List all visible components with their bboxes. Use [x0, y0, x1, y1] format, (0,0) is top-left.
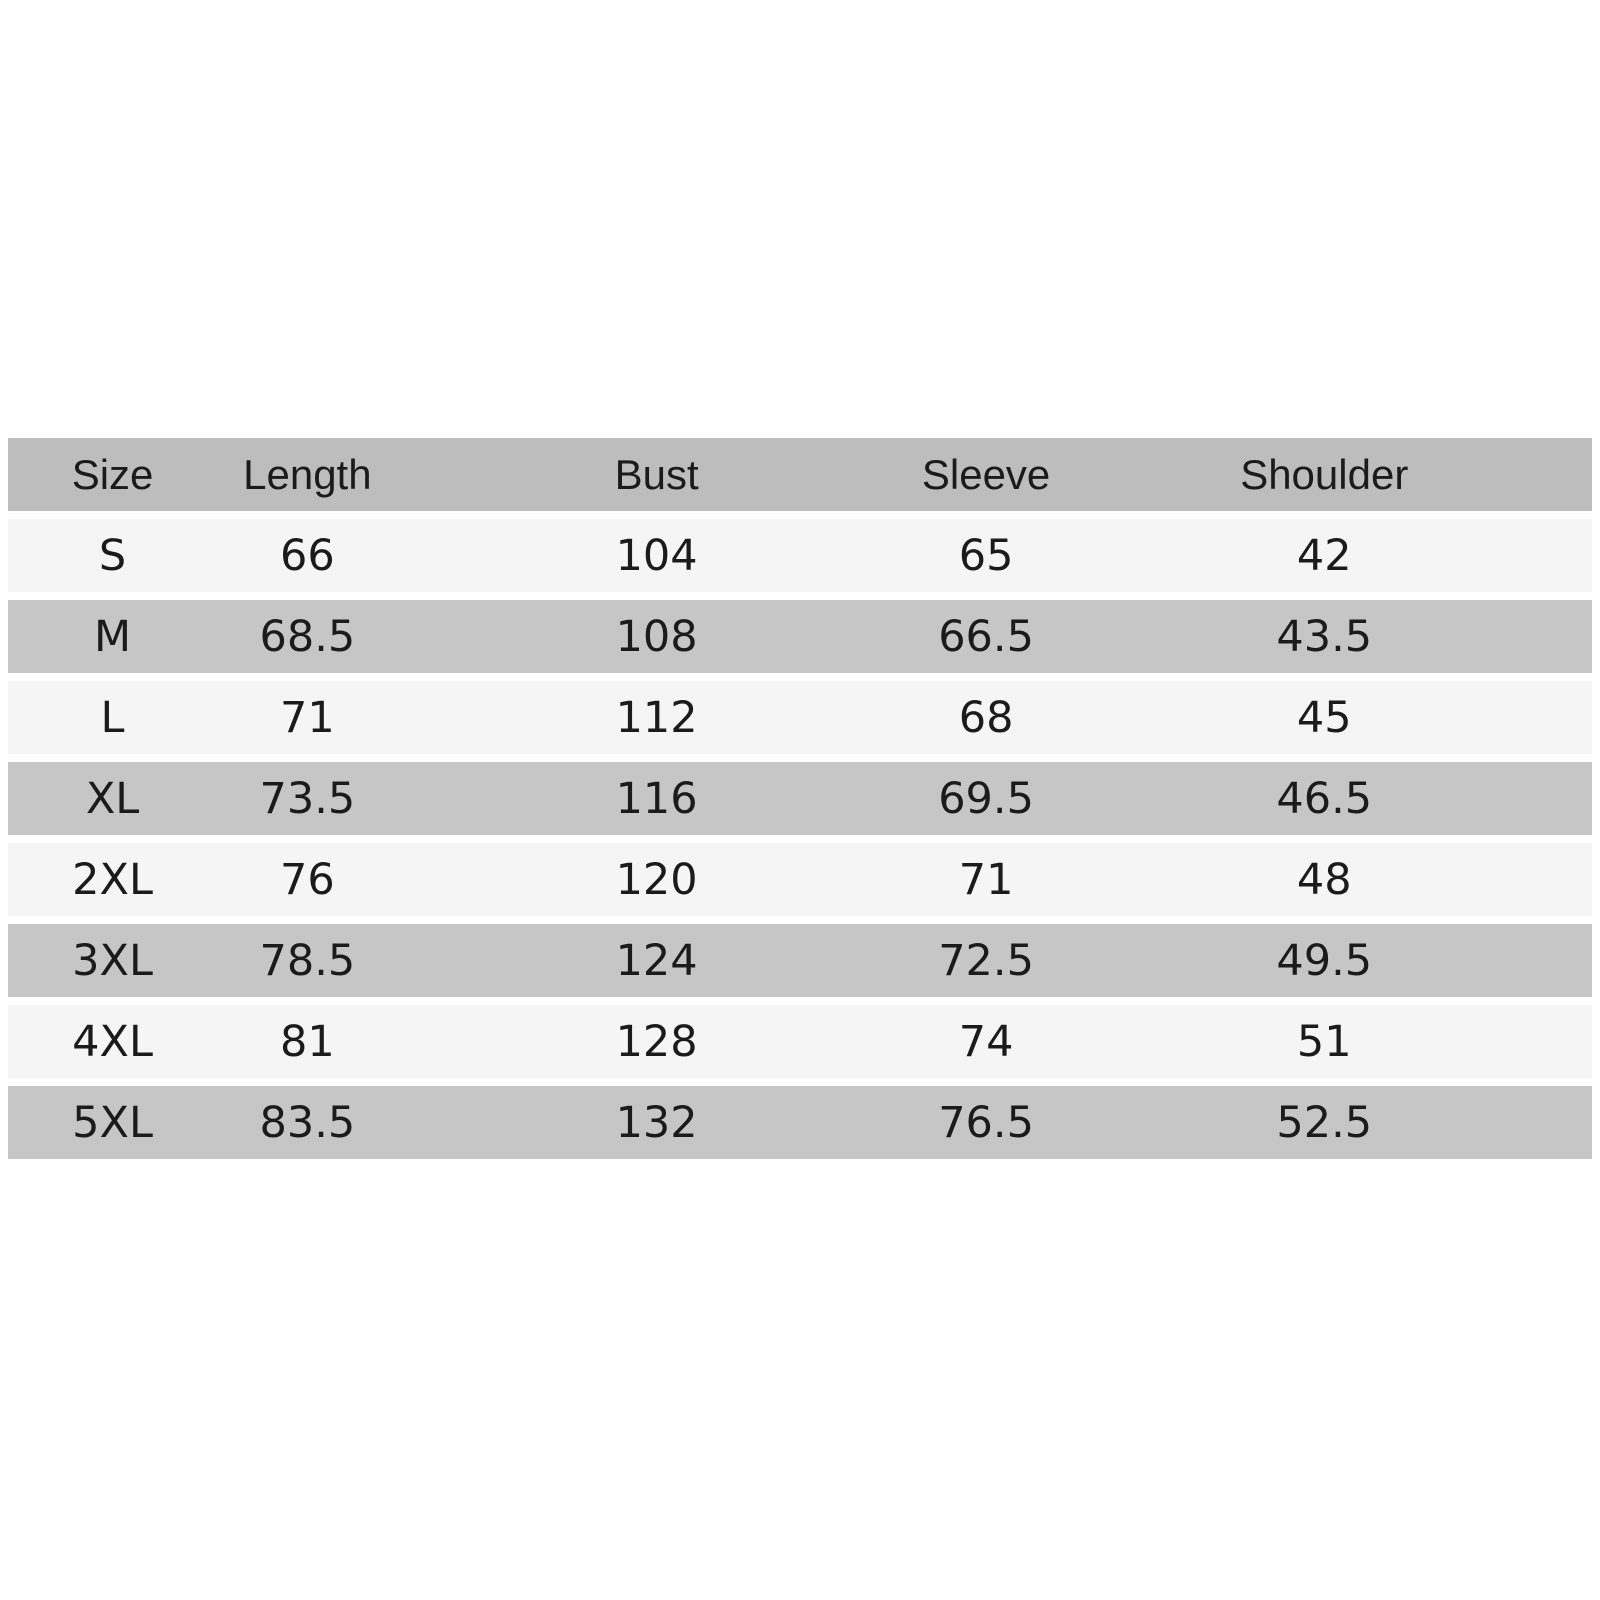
- column-header-length: Length: [243, 450, 372, 498]
- cell-sleeve: 66.5: [938, 611, 1034, 662]
- cell-size: L: [100, 692, 125, 743]
- column-header-sleeve: Sleeve: [921, 450, 1051, 498]
- cell-bust: 116: [615, 773, 698, 824]
- cell-bust: 128: [615, 1016, 698, 1067]
- cell-shoulder: 43.5: [1276, 611, 1373, 662]
- table-row-3xl: [8, 924, 1592, 997]
- cell-bust: 104: [615, 530, 698, 581]
- cell-size: M: [93, 611, 132, 662]
- cell-size: S: [98, 530, 127, 581]
- cell-size: 2XL: [72, 854, 153, 905]
- cell-sleeve: 71: [958, 854, 1014, 905]
- cell-shoulder: 46.5: [1276, 773, 1373, 824]
- table-row-m: [8, 600, 1592, 673]
- table-row-2xl: [8, 843, 1592, 916]
- cell-sleeve: 72.5: [938, 935, 1034, 986]
- table-row-s: [8, 519, 1592, 592]
- cell-bust: 124: [615, 935, 698, 986]
- cell-sleeve: 68: [958, 692, 1014, 743]
- cell-bust: 120: [615, 854, 698, 905]
- cell-size: XL: [85, 773, 140, 824]
- cell-shoulder: 42: [1296, 530, 1352, 581]
- cell-bust: 112: [615, 692, 698, 743]
- cell-shoulder: 49.5: [1276, 935, 1373, 986]
- cell-size: 5XL: [72, 1097, 153, 1148]
- cell-size: 4XL: [72, 1016, 153, 1067]
- cell-length: 66: [280, 530, 335, 581]
- table-row-5xl: [8, 1086, 1592, 1159]
- cell-shoulder: 52.5: [1276, 1097, 1373, 1148]
- size-chart-table: [8, 438, 1592, 1167]
- column-header-shoulder: Shoulder: [1240, 450, 1409, 498]
- cell-length: 73.5: [259, 773, 356, 824]
- table-header-row: [8, 438, 1592, 511]
- cell-sleeve: 69.5: [938, 773, 1034, 824]
- table-row-xl: [8, 762, 1592, 835]
- cell-length: 81: [280, 1016, 335, 1067]
- column-header-bust: Bust: [614, 450, 699, 498]
- cell-size: 3XL: [72, 935, 153, 986]
- cell-length: 76: [280, 854, 335, 905]
- column-header-size: Size: [71, 450, 154, 498]
- cell-bust: 132: [615, 1097, 698, 1148]
- cell-bust: 108: [615, 611, 698, 662]
- table-row-4xl: [8, 1005, 1592, 1078]
- cell-sleeve: 76.5: [938, 1097, 1034, 1148]
- cell-length: 83.5: [259, 1097, 356, 1148]
- table-row-l: [8, 681, 1592, 754]
- cell-shoulder: 45: [1296, 692, 1352, 743]
- cell-length: 68.5: [259, 611, 356, 662]
- cell-shoulder: 51: [1296, 1016, 1352, 1067]
- cell-sleeve: 65: [958, 530, 1014, 581]
- cell-sleeve: 74: [958, 1016, 1014, 1067]
- cell-shoulder: 48: [1296, 854, 1352, 905]
- cell-length: 78.5: [259, 935, 356, 986]
- cell-length: 71: [280, 692, 335, 743]
